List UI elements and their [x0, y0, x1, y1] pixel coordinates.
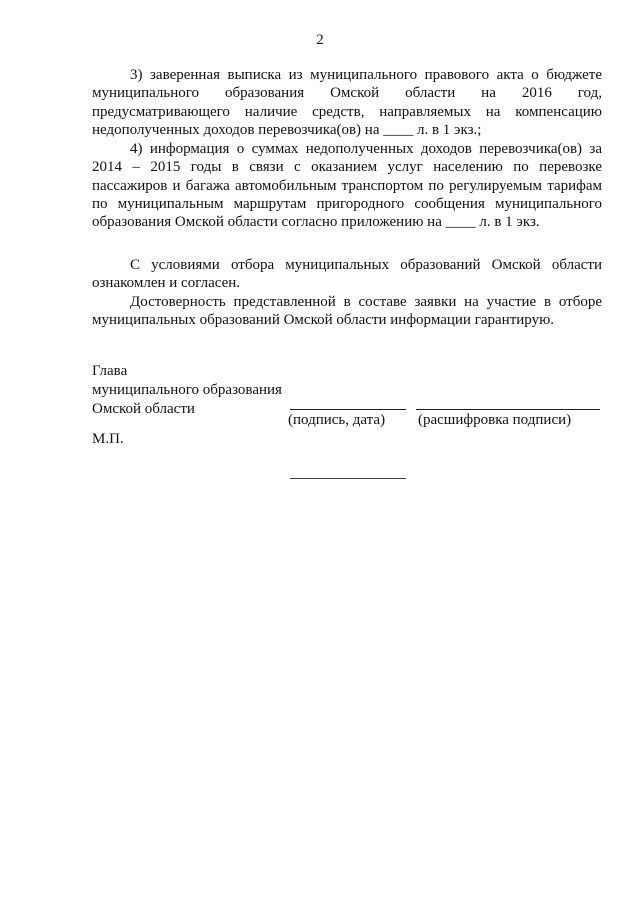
item-3-block — [92, 66, 602, 139]
agreement-statement: С условиями отбора муниципальных образований Омской области ознакомлен и согласен. — [92, 257, 602, 292]
transcript-caption: (расшифровка подписи) — [418, 412, 572, 428]
stamp-label: М.П. — [92, 431, 124, 447]
guarantee-statement: Достоверность представленной в составе заявки на участие в отборе муниципальных образований Омской области информации гарантирую. — [92, 294, 602, 329]
page-number: 2 — [316, 32, 324, 48]
list-item-3: 3) заверенная выписка из муниципального правового акта о бюджете муниципального образования Омской области на 2016 год, предусматривающего наличие средств, направляемых на компенсацию недополученных доходов перевозчика(ов) на ____ л. в 1 экз.; — [92, 67, 602, 138]
agreement-block — [92, 256, 602, 293]
signature-line — [290, 409, 406, 410]
signatory-title — [92, 362, 332, 419]
guarantee-block — [92, 293, 602, 330]
signatory-title-line-3: Омской области — [92, 401, 195, 417]
signatory-title-line-1: Глава — [92, 363, 128, 379]
transcript-line — [416, 409, 600, 410]
signature-caption: (подпись, дата) — [288, 412, 386, 428]
end-rule — [290, 478, 406, 479]
item-4-block — [92, 140, 602, 231]
list-item-4: 4) информация о суммах недополученных доходов перевозчика(ов) за 2014 – 2015 годы в связи с оказанием услуг населению по перевозке пассажиров и багажа автомобильным транспортом по регулируемым тарифам по муниципальным маршрутам пригородного сообщения муниципального образования Омской области согласно приложению на ____ л. в 1 экз. — [92, 141, 602, 231]
signatory-title-line-2: муниципального образования — [92, 382, 282, 398]
